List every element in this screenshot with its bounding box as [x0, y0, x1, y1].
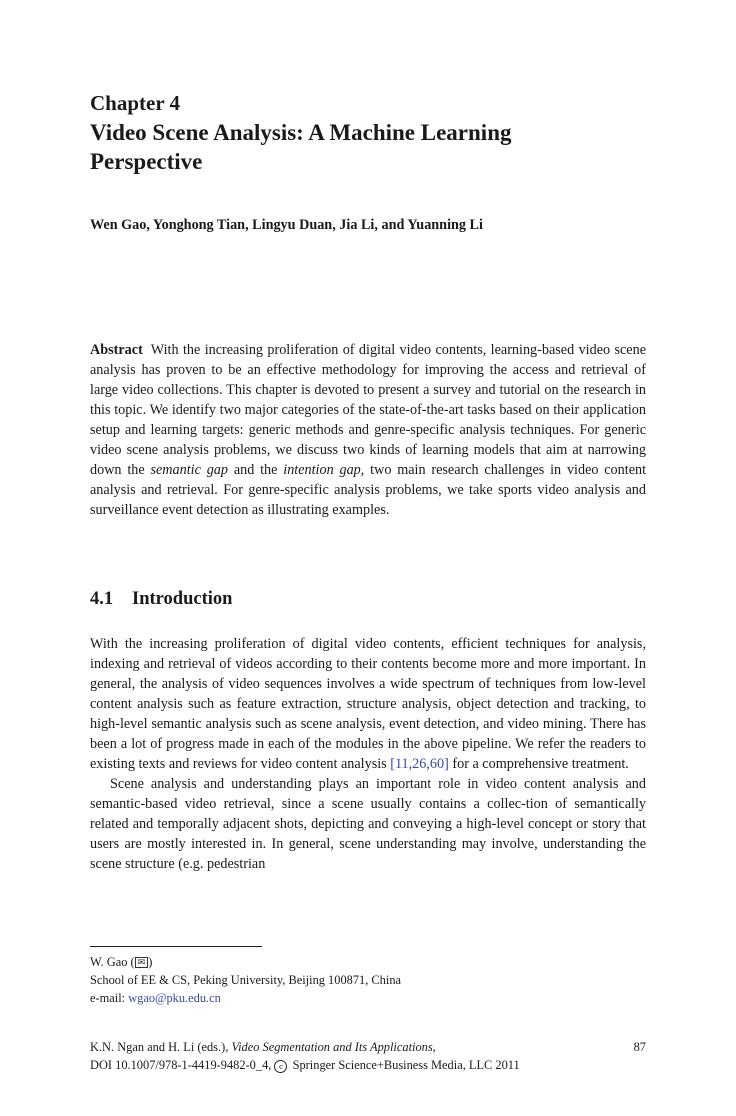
author-list: Wen Gao, Yonghong Tian, Lingyu Duan, Jia Li, and Yuanning Li — [90, 217, 483, 233]
envelope-icon: ✉ — [135, 957, 149, 968]
abstract-text-part1: With the increasing proliferation of digital video contents, learning-based video scene analysis has proven to be an effective methodology for improving the access and retrieval of large video collections. This chapter is devoted to present a survey and tutorial on the research in this topic. We identify two major categories of the state-of-the-art tasks based on their application setup and learning targets: generic methods and genre-specific analysis techniques. For generic video scene analysis problems, we discuss two kinds of learning models that aim at narrowing down the — [90, 342, 646, 478]
page-number: 87 — [633, 1040, 646, 1054]
abstract-term-semantic-gap: semantic gap — [150, 462, 228, 478]
footer-doi: DOI 10.1007/978-1-4419-9482-0_4, — [90, 1058, 272, 1072]
footer-book-title: Video Segmentation and Its Applications — [231, 1040, 433, 1054]
section-title: Introduction — [132, 589, 233, 609]
introduction-body — [90, 634, 646, 874]
intro-paragraph-1 — [90, 634, 646, 774]
intro-p1-tail: for a comprehensive treatment. — [452, 756, 629, 772]
footnote-author-line: W. Gao ( ✉ ) — [90, 955, 153, 969]
footnote-divider — [90, 946, 262, 947]
chapter-title — [90, 118, 646, 176]
intro-p1-text: With the increasing proliferation of digital video contents, efficient techniques for analysis, indexing and retrieval of videos according to their contents become more and more important. In general, the analysis of video sequences involves a wide spectrum of techniques from low-level content analysis such as feature extraction, structure analysis, object detection and tracking, to high-level semantic analysis such as scene analysis, event detection, and video mining. There has been a lot of progress made in each of the modules in the above pipeline. We refer the readers to existing texts and reviews for video content analysis — [90, 636, 646, 772]
page-footer — [90, 1038, 646, 1074]
abstract-term-intention-gap: intention gap — [283, 462, 361, 478]
chapter-title-line1: Video Scene Analysis: A Machine Learning — [90, 120, 512, 145]
intro-paragraph-2: Scene analysis and understanding plays an important role in video content analysis and semantic-based video retrieval, since a scene usually contains a collec-tion of semantically related and temporally adjacent shots, depicting and conveying a high-level concept or story that users are mostly interested in. In general, scene understanding may involve, understanding the scene structure (e.g. pedestrian — [90, 776, 646, 872]
footer-citation-prefix: K.N. Ngan and H. Li (eds.), — [90, 1040, 229, 1054]
chapter-title-line2: Perspective — [90, 149, 203, 174]
footer-citation-line: K.N. Ngan and H. Li (eds.), Video Segmentation and Its Applications, — [90, 1040, 436, 1054]
footer-publisher: Springer Science+Business Media, LLC 2011 — [292, 1058, 520, 1072]
abstract-text-part2: and the — [233, 462, 278, 478]
footnote-affiliation: School of EE & CS, Peking University, Beijing 100871, China — [90, 973, 402, 987]
footer-doi-line — [90, 1056, 646, 1074]
abstract — [90, 340, 646, 520]
chapter-label: Chapter 4 — [90, 91, 181, 115]
footnote — [90, 953, 401, 1007]
abstract-label: Abstract — [90, 342, 143, 358]
section-number: 4.1 — [90, 589, 114, 609]
footnote-email-label: e-mail: — [90, 991, 126, 1005]
footnote-email-line — [90, 989, 401, 1007]
copyright-icon: c — [274, 1060, 287, 1073]
footnote-email-link[interactable]: wgao@pku.edu.cn — [128, 991, 221, 1005]
footnote-author: W. Gao — [90, 955, 128, 969]
citation-link[interactable]: [11,26,60] — [390, 756, 449, 772]
abstract-text-part3: , two main research challenges in video content analysis and retrieval. For genre-specific analysis problems, we take sports video analysis and surveillance event detection as illustrating examples. — [90, 462, 647, 518]
section-heading — [90, 587, 232, 611]
